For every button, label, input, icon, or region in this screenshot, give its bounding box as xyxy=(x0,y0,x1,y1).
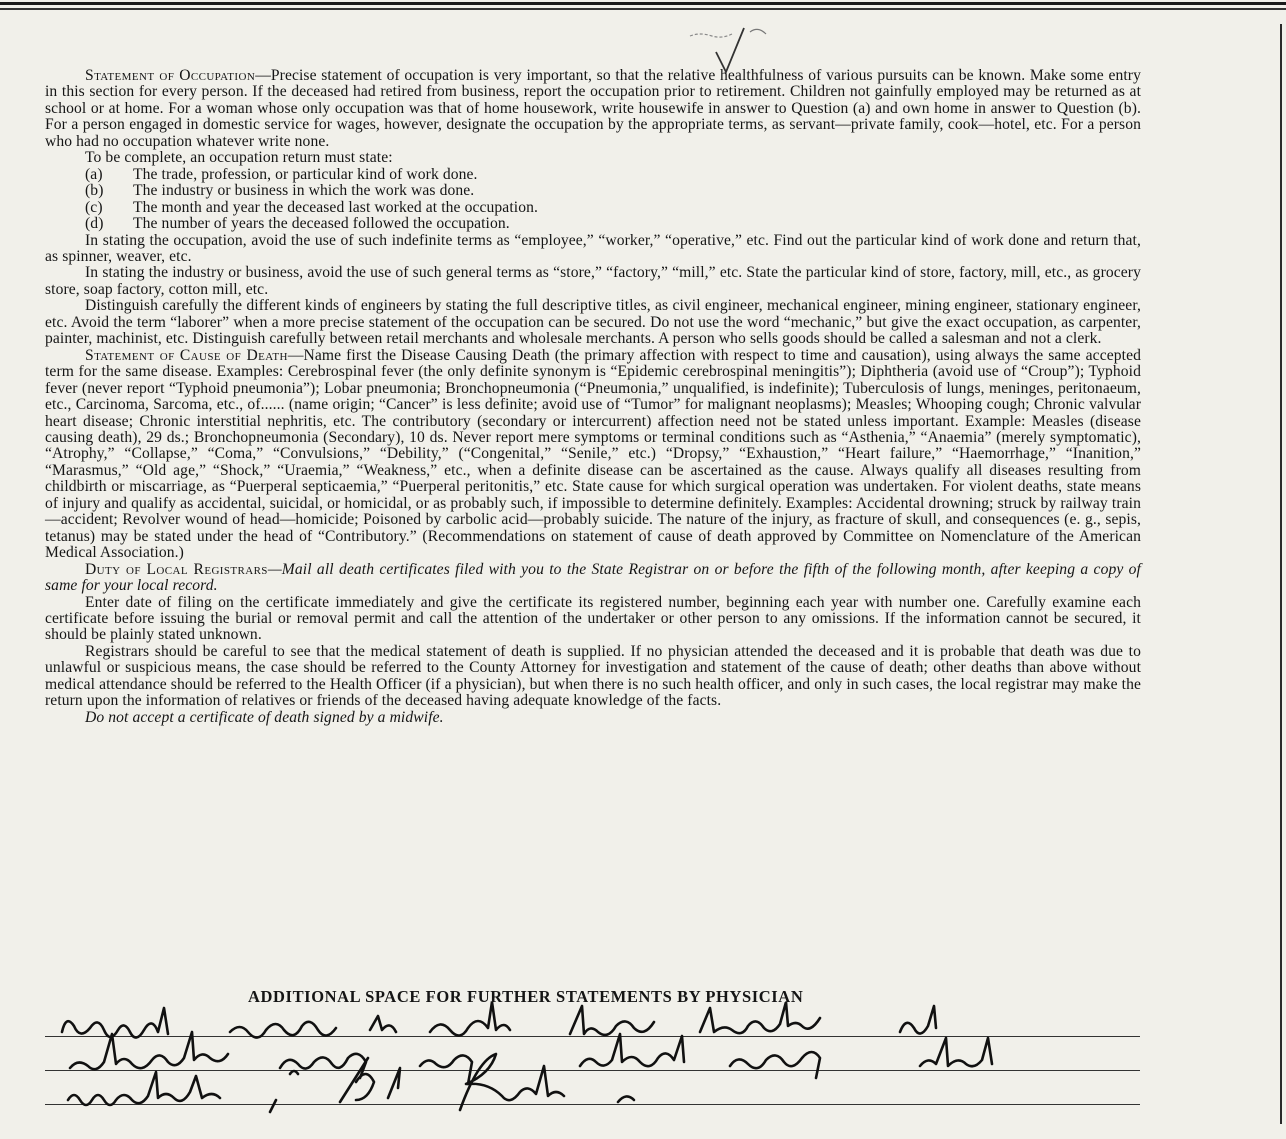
registrars-paragraph: Registrars should be careful to see that the medical statement of death is supplied. If no physician attended the deceased and it is probable that death was due to unlawful or suspicious means, the case should be referred to the County Attorney for investigation and statement of the cause of death; other deaths than above without medical attendance should be referred to the Health Officer (if a physician), but when there is no such health officer, and only in such cases, the local registrar may make the return upon the information of relatives or friends of the deceased having adequate knowledge of the facts. xyxy=(45,642,1141,710)
occupation-paragraph xyxy=(45,68,1141,150)
enter-paragraph: Enter date of filing on the certificate immediately and give the certificate its registered number, beginning each year with number one. Carefully examine each certificate before issuing the burial or removal permit and call the attention of the undertaker or other person to any omissions. If the information cannot be secured, it should be plainly stated unknown. xyxy=(45,593,1141,644)
list-item: (a) The trade, profession, or particular kind of work done. xyxy=(85,165,478,183)
instructions-body xyxy=(45,68,1141,726)
duty-paragraph xyxy=(45,562,1141,595)
duty-text: —Mail all death certificates filed with you to the State Registrar on or before the fifth of the following month, after keeping a copy of same for your local record. xyxy=(45,560,1141,595)
engineers-paragraph: Distinguish carefully the different kinds of engineers by stating the full descriptive titles, as civil engineer, mechanical engineer, mining engineer, stationary engineer, etc. Avoid the term “laborer” when a more precise statement of the occupation can be secured. Do not use the word “mechanic,” but give the exact occupation, as carpenter, painter, machinist, etc. Distinguish carefully between retail merchants and wholesale merchants. A person who sells goods should be called a salesman and not a clerk. xyxy=(45,297,1141,348)
list-item: (c) The month and year the deceased last worked at the occupation. xyxy=(85,198,538,216)
occupation-requirements-list xyxy=(85,167,1141,233)
duty-heading: Duty of Local Registrars xyxy=(85,560,268,578)
complete-intro: To be complete, an occupation return must state: xyxy=(85,149,393,167)
additional-space-heading: ADDITIONAL SPACE FOR FURTHER STATEMENTS BY PHYSICIAN xyxy=(248,987,804,1006)
occupation-heading: Statement of Occupation xyxy=(85,67,256,84)
list-item: (b) The industry or business in which the work was done. xyxy=(85,182,475,200)
terms-paragraph: In stating the occupation, avoid the use of such indefinite terms as “employee,” “worker,” “operative,” etc. Find out the particular kind of work done and return that, as spinner, weaver, etc. xyxy=(45,231,1141,265)
occupation-text: —Precise statement of occupation is very important, so that the relative healthfulness of various pursuits can be known. Make some entry in this section for every person. If the deceased had retired from business, report the occupation prior to retirement. Children not gainfully employed may be returned as at school or at home. For a woman whose only occupation was that of home housework, write housewife in answer to Question (a) and own home in answer to Question (b). For a person engaged in domestic service for wages, however, designate the occupation by the appropriate terms, as servant—private family, cook—hotel, etc. For a person who had no occupation whatever write none. xyxy=(45,67,1141,150)
scan-right-edge xyxy=(1280,24,1282,1124)
handwritten-statement xyxy=(40,1002,1140,1132)
industry-paragraph: In stating the industry or business, avoid the use of such general terms as “store,” “factory,” “mill,” etc. State the particular kind of store, factory, mill, etc., as grocery store, soap factory, cotton mill, etc. xyxy=(45,264,1141,298)
cause-heading: Statement of Cause of Death xyxy=(85,346,288,364)
list-item: (d) The number of years the deceased followed the occupation. xyxy=(85,215,510,233)
scan-top-border xyxy=(0,0,1286,14)
midwife-paragraph: Do not accept a certificate of death signed by a midwife. xyxy=(85,708,444,726)
cause-of-death-paragraph xyxy=(45,348,1141,562)
cause-text: —Name first the Disease Causing Death (the primary affection with respect to time and causation), using always the same accepted term for the same disease. Examples: Cerebrospinal fever (the only definite synonym is “Epidemic cerebrospinal meningitis”); Diphtheria (avoid use of “Croup”); Typhoid fever (never report “Typhoid pneumonia”); Lobar pneumonia; Bronchopneumonia (“Pneumonia,” unqualified, is indefinite); Tuberculosis of lungs, meninges, peritonaeum, etc., Carcinoma, Sarcoma, etc., of...... (name origin; “Cancer” is less definite; avoid use of “Tumor” for malignant neoplasms); Measles; Whooping cough; Chronic valvular heart disease; Chronic interstitial nephritis, etc. The contributory (secondary or intercurrent) affection need not be stated unless important. Example: Measles (disease causing death), 29 ds.; Bronchopneumonia (Secondary), 10 ds. Never report mere symptoms or terminal conditions such as “Asthenia,” “Anaemia” (merely symptomatic), “Atrophy,” “Collapse,” “Coma,” “Convulsions,” “Debility,” (“Congenital,” “Senile,” etc.) “Dropsy,” “Exhaustion,” “Heart failure,” “Haemorrhage,” “Inanition,” “Marasmus,” “Old age,” “Shock,” “Uraemia,” “Weakness,” etc., when a definite disease can be ascertained as the cause. Always qualify all diseases resulting from childbirth or miscarriage, as “Puerperal septicaemia,” “Puerperal peritonitis,” etc. State cause for which surgical operation was undertaken. For violent deaths, state means of injury and qualify as accidental, suicidal, or homicidal, or as probably such, if impossible to determine definitely. Examples: Accidental drowning; struck by railway train—accident; Revolver wound of head—homicide; Poisoned by carbolic acid—probably suicide. The nature of the injury, as fracture of skull, and consequences (e. g., sepis, tetanus) may be stated under the head of “Contributory.” (Recommendations on statement of cause of death approved by Committee on Nomenclature of the American Medical Association.) xyxy=(45,346,1141,562)
